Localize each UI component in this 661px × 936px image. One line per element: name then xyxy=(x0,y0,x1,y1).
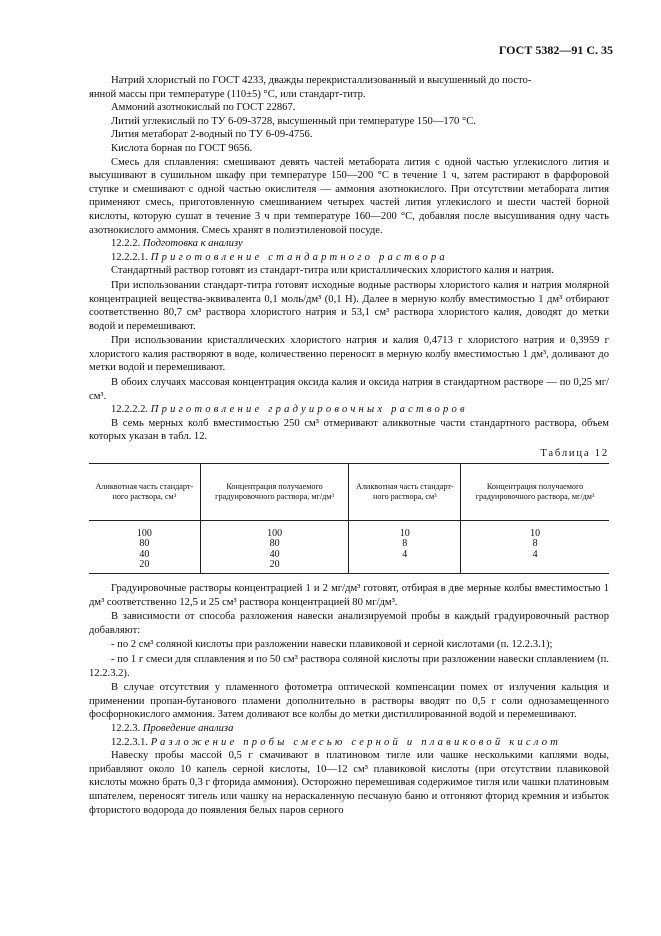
table-cell xyxy=(349,560,461,573)
table-row xyxy=(89,560,609,573)
paragraph-decomposition: Навеску пробы массой 0,5 г смачивают в платиновом тигле или чашке несколькими каплями воды, прибавляют около 10 капель серной кислоты, 10—12 см³ плавиковой кислоты (при отсутствии плавиковой кислоты можно брать 0,3 г фторида аммония). Осторожно перемешивая содержимое тигля или чашки платиновым шпателем, переносят тигель или чашку на нераскаленную песчаную баню и отгоняют фторид кремния и избыток фтористого водорода до появления белых паров серного xyxy=(89,750,609,816)
text-line: Натрий хлористый по ГОСТ 4233, дважды перекристаллизованный и высушенный до посто- xyxy=(111,75,532,86)
section-number: 12.2.2.1. xyxy=(111,251,149,263)
section-12-2-3 xyxy=(89,722,609,736)
table-cell: 40 xyxy=(200,550,349,561)
text-line: Лития метаборат 2-водный по ТУ 6-09-4756. xyxy=(111,129,313,141)
section-12-2-2-1 xyxy=(89,251,609,265)
section-title: Приготовление градуировочных растворов xyxy=(150,404,468,416)
paragraph-fusion-mix: Смесь для сплавления: смешивают девять частей метабората лития с одной частью углекислого лития и высушивают в сушильном шкафу при температуре 150—200 °С в течение 1 ч, затем растирают в фарфоровой ступке и смешивают с одной частью окислителя — аммония азотнокислого. При отсутствии метабората лития применяют смесь, приготовленную смешиванием четырех частей лития углекислого и шести частей борной кислоты, которую сушат в течение 3 ч при температуре 160—200 °С, добавляя после высушивания одну часть азотнокислого аммония. Смесь хранят в полиэтиленовой посуде. xyxy=(89,156,609,236)
section-12-2-2 xyxy=(89,237,609,251)
table-cell: 4 xyxy=(532,548,538,560)
section-title: Приготовление стандартного раствора xyxy=(150,251,448,263)
table-header-cell: Концентрация получаемого градуировочного раствора, мг/дм³ xyxy=(461,463,609,520)
text-line: Аммоний азотнокислый по ГОСТ 22867. xyxy=(111,102,296,114)
table-header-cell: Концентрация получаемого градуировочного раствора, мг/дм³ xyxy=(200,463,349,520)
table-header-cell: Аликвотная часть стандарт-ного раствора, см³ xyxy=(89,463,200,520)
paragraph-std2: При использовании стандарт-титра готовят исходные водные растворы хлористого калия и натрия молярной концентрацией вещества-эквивалента 0,1 моль/дм³ (0,1 Н). Далее в мерную колбу вместимостью 1 дм³ отбирают соответственно 80,7 см³ раствора хлористого натрия и 53,1 см³ раствора хлористого калия, доводят до метки водой и перемешивают. xyxy=(89,279,609,332)
section-number: 12.2.2.2. xyxy=(111,404,149,416)
table-cell: 100 xyxy=(200,520,349,539)
table-cell: 8 xyxy=(349,539,461,550)
table-cell: 40 xyxy=(89,550,200,561)
table-cell: 80 xyxy=(89,539,200,550)
text-line: Литий углекислый по ТУ 6-09-3728, высушенный при температуре 150—170 °С. xyxy=(111,115,476,127)
table-row xyxy=(89,539,609,550)
table-caption: Таблица 12 xyxy=(540,448,609,460)
paragraph-grad5: - по 1 г смеси для сплавления и по 50 см³ раствора соляной кислоты при разложении навески сплавлением (п. 12.2.3.2). xyxy=(89,653,609,679)
table-cell: 10 xyxy=(530,527,541,539)
section-title: Проведение анализа xyxy=(142,722,234,734)
text-line: янной массы при температуре (110±5) °С, или стандарт-титр. xyxy=(89,88,366,100)
table-12 xyxy=(89,463,609,574)
paragraph-grad2: Градуировочные растворы концентрацией 1 и 2 мг/дм³ готовят, отбирая в две мерные колбы вместимостью 1 дм³ соответственно 12,5 и 25 см³ раствора концентрацией 80 мг/дм³. xyxy=(89,583,609,608)
table-cell: 20 xyxy=(200,560,349,573)
page-header: ГОСТ 5382—91 С. 35 xyxy=(498,43,613,57)
paragraph-grad1: В семь мерных колб вместимостью 250 см³ отмеривают аликвотные части стандартного раствора, объем которых указан в табл. 12. xyxy=(89,417,609,443)
paragraph-grad4: - по 2 см³ соляной кислоты при разложении навески плавиковой и серной кислотами (п. 12.2.3.1); xyxy=(111,639,553,651)
table-cell: 20 xyxy=(89,560,200,573)
page-content xyxy=(89,74,609,817)
table-cell: 8 xyxy=(532,538,538,550)
table-cell: 10 xyxy=(349,520,461,539)
table-cell: 100 xyxy=(89,520,200,539)
paragraph-std1: Стандартный раствор готовят из стандарт-титра или кристаллических хлористого калия и натрия. xyxy=(111,265,554,277)
paragraph-grad6: В случае отсутствия у пламенного фотометра оптической компенсации помех от излучения кальция и применении пропан-бутанового пламени дополнительно в растворы вводят по 0,5 г соли однозамещенного фосфорнокислого аммония. Затем доливают все колбы до метки дистиллированной водой и перемешивают. xyxy=(89,682,609,721)
section-number: 12.2.3.1. xyxy=(111,736,149,748)
table-cell: 4 xyxy=(349,550,461,561)
text-line: Кислота борная по ГОСТ 9656. xyxy=(111,142,253,154)
paragraph-grad3: В зависимости от способа разложения навески анализируемой пробы в каждый градуировочный раствор добавляют: xyxy=(89,611,609,636)
table-row xyxy=(89,520,609,539)
section-number: 12.2.3. xyxy=(111,722,141,734)
table-row xyxy=(89,550,609,561)
table-header-cell: Аликвотная часть стандарт-ного раствора, см³ xyxy=(349,463,461,520)
paragraph-std3: При использовании кристаллических хлористого натрия и калия 0,4713 г хлористого натрия и 0,3959 г хлористого калия растворяют в воде, количественно переносят в мерную колбу вместимостью 1 дм³, доливают до метки водой и перемешивают. xyxy=(89,335,609,374)
table-cell xyxy=(461,560,609,573)
paragraph-std4: В обоих случаях массовая концентрация оксида калия и оксида натрия в стандартном растворе — по 0,25 мг/см³. xyxy=(89,377,609,402)
section-title: Подготовка к анализу xyxy=(142,238,243,250)
section-number: 12.2.2. xyxy=(111,238,141,250)
table-cell: 80 xyxy=(200,539,349,550)
section-12-2-2-2 xyxy=(89,403,609,417)
section-12-2-3-1 xyxy=(89,736,609,750)
section-title: Разложение пробы смесью серной и плавиковой кислот xyxy=(150,736,562,748)
